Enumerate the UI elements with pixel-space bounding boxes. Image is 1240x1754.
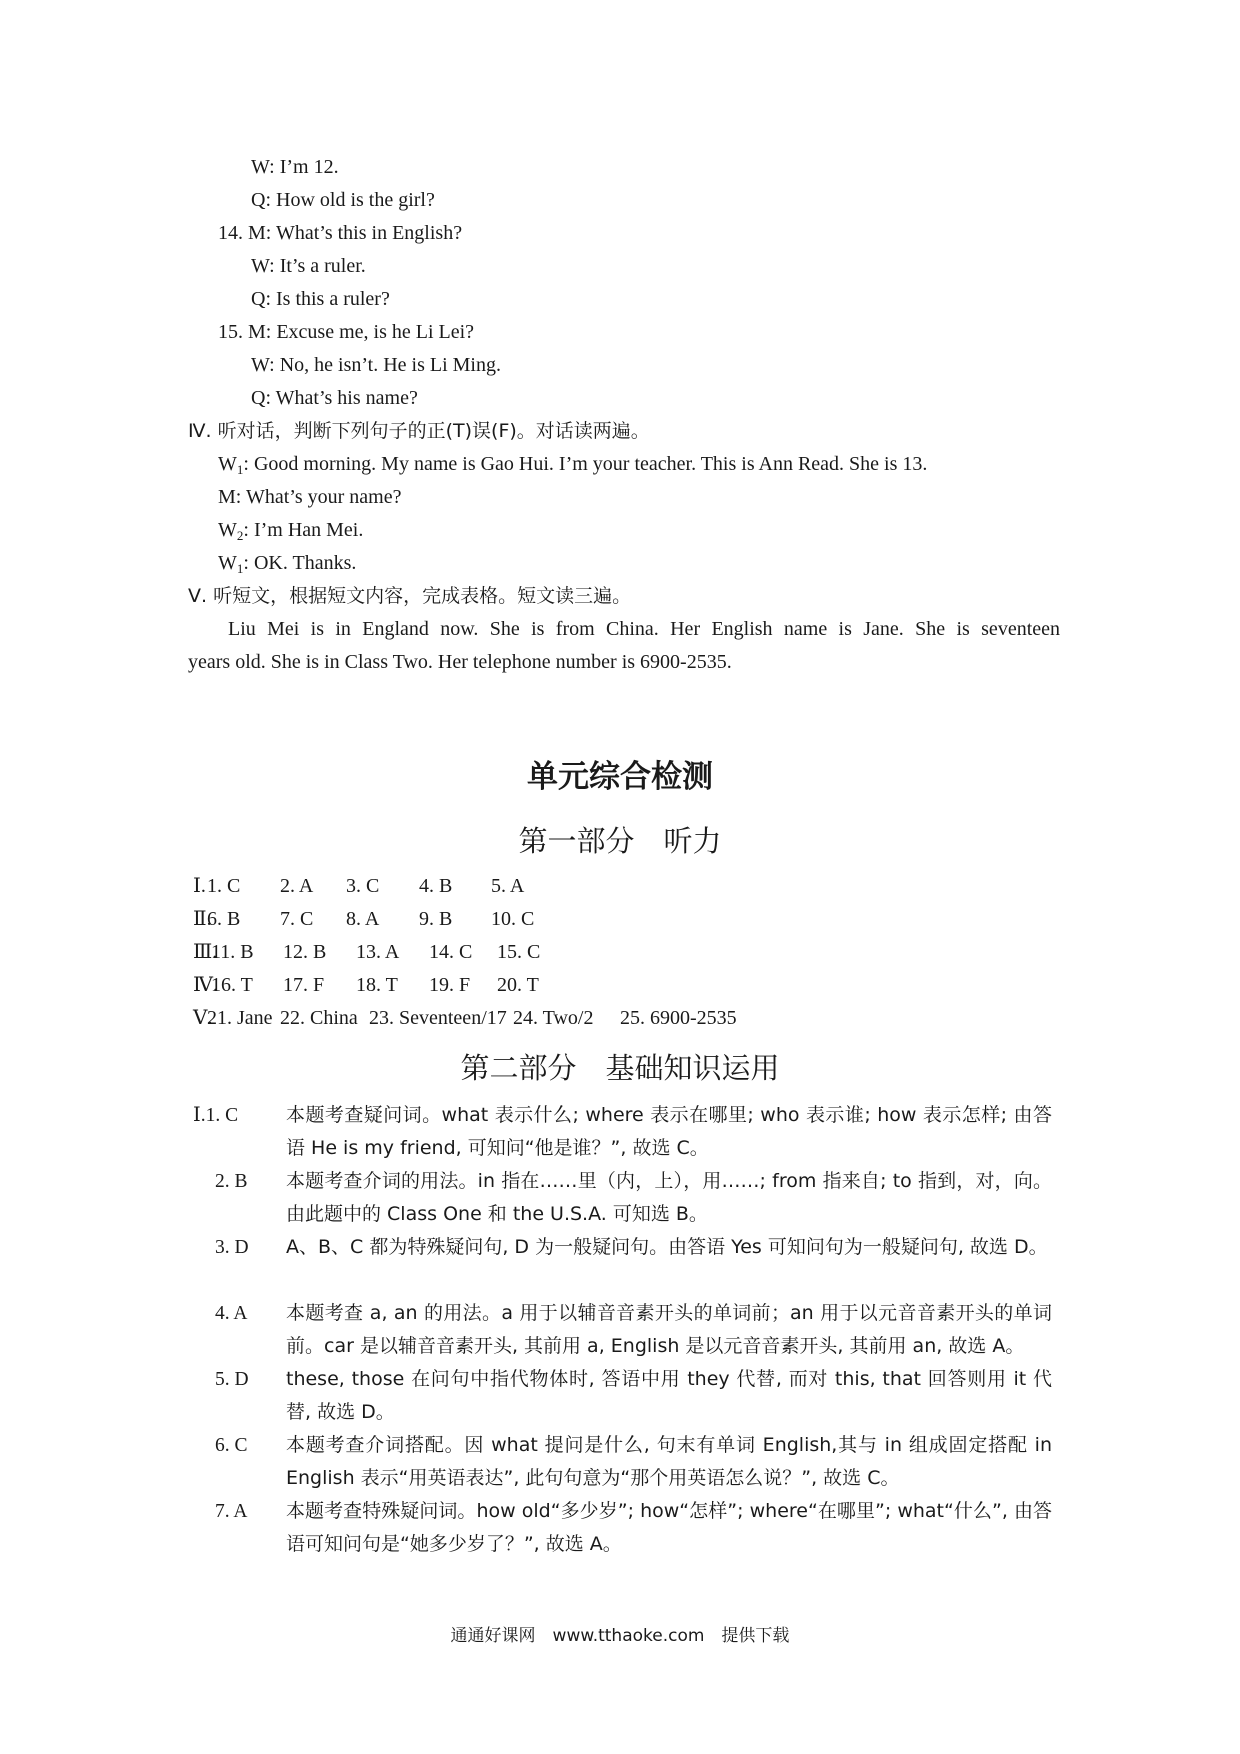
answer-item: 7. C [280,908,314,930]
dialogue-line: M: What’s your name? [218,486,402,508]
explanation-number: 7. A [215,1501,248,1522]
speaker-subscript: 1 [236,462,244,477]
answer-item: 4. B [419,875,453,897]
dialogue-line [218,548,356,578]
speaker: W [218,552,237,574]
dialogue-line: W: I’m 12. [251,156,339,178]
speaker: W [218,519,237,541]
answer-item: 24. Two/2 [513,1007,594,1029]
answer-item: 1. C [207,875,241,897]
passage-line: Liu Mei is in England now. She is from China. Her English name is Jane. She is seventeen [228,618,1060,640]
explanation-item [193,1363,1063,1429]
answer-item: 19. F [429,974,471,996]
answer-item: 22. China [280,1007,358,1029]
page-footer: 通通好课网 www.tthaoke.com 提供下载 [450,1626,790,1646]
explanation-item [193,1429,1063,1495]
explanation-item [193,1495,1063,1561]
dialogue-line [218,515,363,545]
explanation-item [193,1165,1063,1231]
part-title: 第二部分 基础知识运用 [460,1051,780,1085]
answer-item: 18. T [356,974,398,996]
explanation-number: 3. D [215,1237,249,1258]
answer-item: 9. B [419,908,453,930]
dialogue-line [218,449,927,479]
answer-row-label: Ⅰ. [193,875,206,897]
explanation-number: 6. C [215,1435,248,1456]
answer-item: 6. B [207,908,241,930]
answer-item: 15. C [497,941,541,963]
answer-item: 20. T [497,974,539,996]
utterance: : I’m Han Mei. [243,519,364,541]
dialogue-line: Q: Is this a ruler? [251,288,390,310]
explanation-text: these, those 在问句中指代物体时, 答语中用 they 代替, 而对 this, that 回答则用 it 代替, 故选 D。 [286,1368,1052,1423]
explanation-text: 本题考查特殊疑问词。how old“多少岁”; how“怎样”; where“在哪里”; what“什么”, 由答语可知问句是“她多少岁了？”, 故选 A。 [286,1500,1052,1555]
answer-item: 25. 6900-2535 [620,1007,737,1029]
answer-item: 11. B [211,941,254,963]
answer-item: 23. Seventeen/17 [369,1007,507,1029]
answer-item: 5. A [491,875,525,897]
explanation-item [193,1297,1063,1363]
explanation-text: 本题考查介词的用法。in 指在……里（内，上），用……; from 指来自; to 指到，对，向。由此题中的 Class One 和 the U.S.A. 可知选 B。 [286,1170,1052,1225]
part-title: 第一部分 听力 [518,824,722,858]
dialogue-line: W: It’s a ruler. [251,255,366,277]
speaker: W [218,453,237,475]
answer-item: 2. A [280,875,314,897]
explanation-text: 本题考查 a, an 的用法。a 用于以辅音音素开头的单词前；an 用于以元音音素开头的单词前。car 是以辅音音素开头, 其前用 a, English 是以元音音素开头, 其前用 an, 故选 A。 [286,1302,1052,1357]
explanation-number: 2. B [215,1171,248,1192]
explanation-item [193,1231,1063,1297]
answer-item: 13. A [356,941,400,963]
section-heading: Ⅳ. 听对话，判断下列句子的正(T)误(F)。对话读两遍。 [188,420,650,442]
page-title: 单元综合检测 [527,759,713,795]
answer-row-label: Ⅴ. [193,1007,213,1029]
explanation-text: 本题考查介词搭配。因 what 提问是什么, 句末有单词 English,其与 in 组成固定搭配 in English 表示“用英语表达”, 此句句意为“那个用英语怎么说？”, 故选 C。 [286,1434,1052,1489]
dialogue-line: Q: How old is the girl? [251,189,435,211]
answer-item: 10. C [491,908,535,930]
answer-item: 17. F [283,974,325,996]
answer-row-label: Ⅲ. [193,941,218,963]
passage-line: years old. She is in Class Two. Her telephone number is 6900-2535. [188,651,732,673]
answer-item: 21. Jane [207,1007,273,1029]
explanation-number: 5. D [215,1369,249,1390]
answer-item: 16. T [211,974,253,996]
explanation-number: Ⅰ.1. C [193,1105,239,1126]
answer-row-label: Ⅱ. [193,908,212,930]
explanation-text: A、B、C 都为特殊疑问句, D 为一般疑问句。由答语 Yes 可知问句为一般疑问句, 故选 D。 [286,1236,1048,1258]
dialogue-line: 15. M: Excuse me, is he Li Lei? [218,321,475,343]
explanation-item [193,1099,1063,1165]
answer-row-label: Ⅳ. [193,974,218,996]
speaker-subscript: 2 [236,528,244,543]
answer-item: 8. A [346,908,380,930]
answer-item: 14. C [429,941,473,963]
answer-item: 12. B [283,941,327,963]
utterance: : Good morning. My name is Gao Hui. I’m your teacher. This is Ann Read. She is 13. [243,453,928,475]
dialogue-line: W: No, he isn’t. He is Li Ming. [251,354,501,376]
explanation-text: 本题考查疑问词。what 表示什么; where 表示在哪里; who 表示谁; how 表示怎样; 由答语 He is my friend, 可知问“他是谁？”, 故选 C。 [286,1104,1052,1159]
speaker-subscript: 1 [236,561,244,576]
utterance: : OK. Thanks. [243,552,357,574]
dialogue-line: 14. M: What’s this in English? [218,222,463,244]
section-heading: Ⅴ. 听短文，根据短文内容，完成表格。短文读三遍。 [188,585,632,607]
dialogue-line: Q: What’s his name? [251,387,418,409]
answer-item: 3. C [346,875,380,897]
explanation-number: 4. A [215,1303,248,1324]
